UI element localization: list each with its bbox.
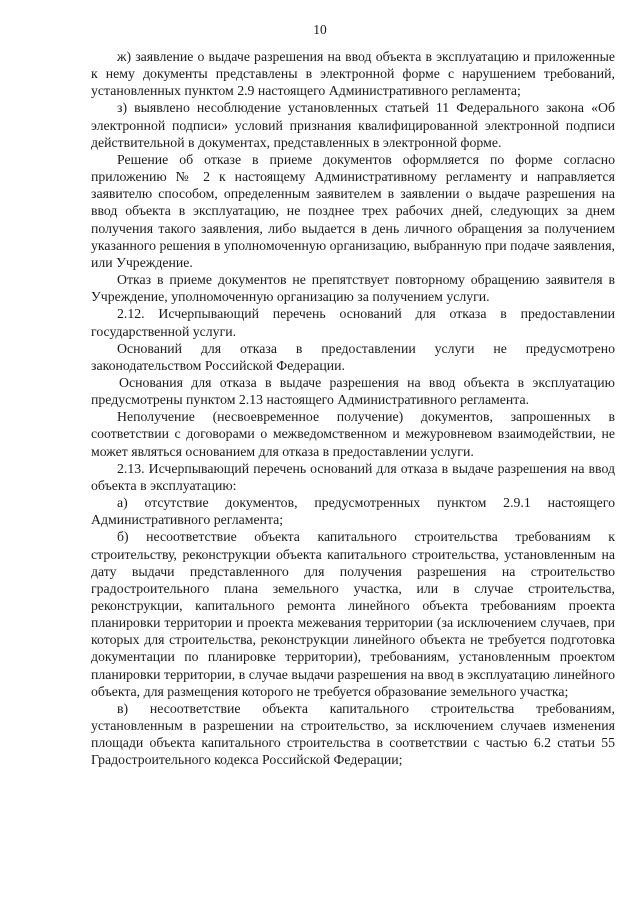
document-body <box>91 48 615 769</box>
paragraph-item-z: з) выявлено несоблюдение установленных статьей 11 Федерального закона «Об электронной подписи» условий признания квалифицированной электронной подписи действительной в документах, представленных в электронной форме. <box>91 100 615 150</box>
paragraph-item-v: в) несоответствие объекта капитального строительства требованиям, установленным в разрешении на строительство, за исключением случаев изменения площади объекта капитального строительства в соответствии с частью 6.2 статьи 55 Градостроительного кодекса Российской Федерации; <box>91 700 615 768</box>
paragraph-refusal-no-obstacle: Отказ в приеме документов не препятствует повторному обращению заявителя в Учреждение, уполномоченную организацию за получением услуги. <box>91 272 615 305</box>
paragraph-non-receipt: Неполучение (несвоевременное получение) документов, запрошенных в соответствии с договорами о межведомственном и межуровневом взаимодействии, не может являться основанием для отказа в предоставлении услуги. <box>91 409 615 459</box>
paragraph-2-12-heading: 2.12. Исчерпывающий перечень оснований для отказа в предоставлении государственной услуги. <box>91 306 615 339</box>
paragraph-item-zh: ж) заявление о выдаче разрешения на ввод объекта в эксплуатацию и приложенные к нему документы представлены в электронной форме с нарушением требований, установленных пунктом 2.9 настоящего Административного регламента; <box>91 49 615 99</box>
paragraph-2-13-heading: 2.13. Исчерпывающий перечень оснований для отказа в выдаче разрешения на ввод объекта в эксплуатацию: <box>91 460 615 493</box>
paragraph-item-a: а) отсутствие документов, предусмотренных пунктом 2.9.1 настоящего Административного регламента; <box>91 495 615 528</box>
page-number: 10 <box>313 22 327 37</box>
paragraph-no-grounds: Оснований для отказа в предоставлении услуги не предусмотрено законодательством Российской Федерации. <box>91 340 615 373</box>
paragraph-refusal-decision: Решение об отказе в приеме документов оформляется по форме согласно приложению № 2 к настоящему Административному регламенту и направляется заявителю способом, определенным заявителем в заявлении о выдаче разрешения на ввод объекта в эксплуатацию, не позднее трех рабочих дней, следующих за днем получения такого заявления, либо выдается в день личного обращения за получением указанного решения в уполномоченную организацию, выбранную при подаче заявления, или Учреждение. <box>91 151 615 270</box>
paragraph-grounds-reference: Основания для отказа в выдаче разрешения на ввод объекта в эксплуатацию предусмотрены пунктом 2.13 настоящего Административного регламента. <box>91 374 615 408</box>
paragraph-item-b: б) несоответствие объекта капитального строительства требованиям к строительству, реконструкции объекта капитального строительства, установленным на дату выдачи представленного для получения разрешения на строительство градостроительного плана земельного участка, или в случае строительства, реконструкции, капитального ремонта линейного объекта требованиям проекта планировки территории и проекта межевания территории (за исключением случаев, при которых для строительства, реконструкции линейного объекта не требуется подготовка документации по планировке территории), требованиям, установленным проектом планировки территории, в случае выдачи разрешения на ввод в эксплуатацию линейного объекта, для размещения которого не требуется образование земельного участка; <box>91 529 615 699</box>
